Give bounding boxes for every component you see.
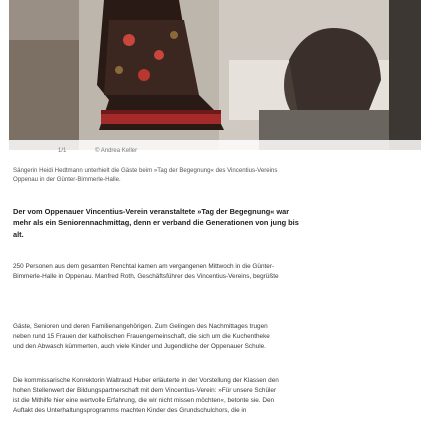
paragraph-line: Bimmerle-Halle in Oppenau. Manfred Roth, Geschäftsführer des Vincentius-Vereins, begrüßte xyxy=(13,272,279,280)
image-counter: 1/1 xyxy=(58,148,67,154)
lead-line: Der vom Oppenauer Vincentius-Verein veranstaltete »Tag der Begegnung« war xyxy=(13,207,290,216)
paragraph-line: 250 Personen aus dem gesamten Renchtal kamen am vergangenen Mittwoch in die Günter- xyxy=(13,263,275,270)
paragraph-line: Die kommissarische Konrektorin Waltraud Huber erläuterte in der Vorstellung der Klassen den xyxy=(13,377,279,384)
paragraph-line: hohen Stellenwert der Bildungspartnerschaft mit dem Vincentius-Verein: »Für unsere Schüler xyxy=(13,386,277,394)
photo-illustration xyxy=(9,0,421,150)
photo-credit: © Andrea Keller xyxy=(95,148,138,154)
paragraph-line: neben rund 15 Frauen der katholischen Frauengemeinschaft, die sich um die Kuchentheke xyxy=(13,332,270,340)
article-paragraph xyxy=(13,262,421,282)
lead-line: alt. xyxy=(13,229,24,239)
paragraph-line: ist die Mithilfe hier eine wertvolle Erfahrung, die wir nicht missen möchten«, betonte sie. Den xyxy=(13,396,275,404)
caption-line: Sängerin Heidi Hedtmann unterhielt die Gäste beim »Tag der Begegnung« des Vincentius-Vereins xyxy=(13,167,278,174)
article-paragraph xyxy=(13,322,421,352)
caption-line: Oppenau in der Günter-Bimmerle-Halle. xyxy=(13,176,121,184)
article-photo xyxy=(9,0,421,150)
photo-caption xyxy=(13,166,423,184)
paragraph-line: Auftakt des Unterhaltungsprogramms machten Kinder des Grundschulchors, die in xyxy=(13,406,247,414)
paragraph-line: Gäste, Senioren und deren Familienangehörigen. Zum Gelingen des Nachmittages trugen xyxy=(13,323,268,330)
article-lead xyxy=(13,206,418,240)
photo-info-bar xyxy=(9,140,421,150)
lead-line: mehr als ein Seniorennachmittag, denn er verband die Generationen von jung bis xyxy=(13,218,299,228)
article-paragraph xyxy=(13,376,421,416)
paragraph-line: und den Abwasch kümmerten, auch viele Kinder und Jugendliche der Oppenauer Schule. xyxy=(13,342,266,350)
